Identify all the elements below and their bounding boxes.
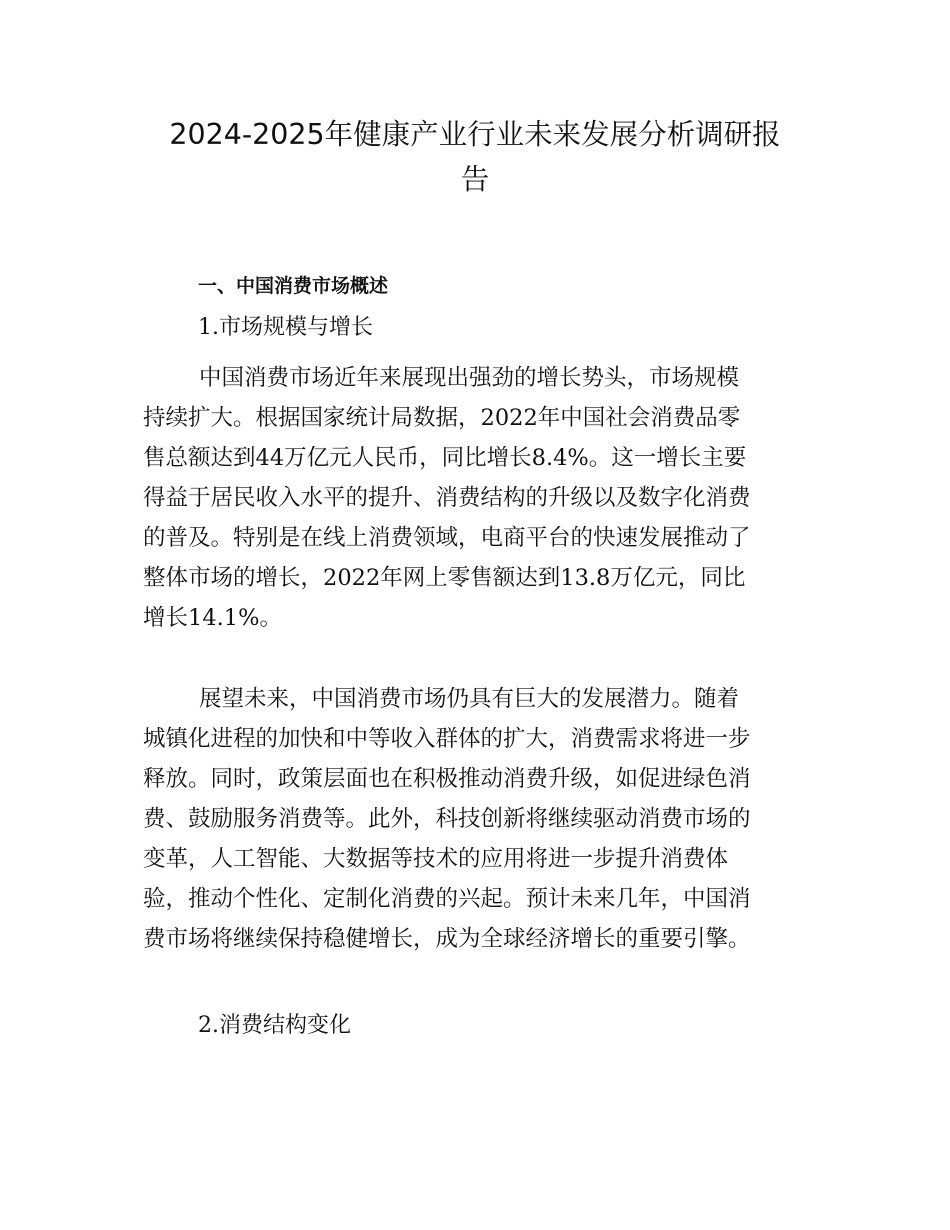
- paragraph-future-outlook: [143, 679, 817, 959]
- subsection-heading-consumption-structure: 2.消费结构变化: [198, 1013, 351, 1038]
- paragraph-line: 城镇化进程的加快和中等收入群体的扩大，消费需求将进一步: [143, 726, 751, 752]
- paragraph-line: 中国消费市场近年来展现出强劲的增长势头，市场规模: [199, 365, 740, 391]
- paragraph-line: 的普及。特别是在线上消费领域，电商平台的快速发展推动了: [143, 525, 751, 551]
- paragraph-line: 持续扩大。根据国家统计局数据，2022年中国社会消费品零: [143, 405, 741, 431]
- paragraph-line: 整体市场的增长，2022年网上零售额达到13.8万亿元，同比: [143, 565, 746, 591]
- paragraph-line: 增长14.1%。: [143, 605, 282, 631]
- section-heading-consumer-market-overview: 一、中国消费市场概述: [198, 275, 389, 297]
- paragraph-line: 得益于居民收入水平的提升、消费结构的升级以及数字化消费: [143, 485, 751, 511]
- document-title-line-2: 告: [460, 163, 490, 196]
- paragraph-line: 验，推动个性化、定制化消费的兴起。预计未来几年，中国消: [143, 886, 751, 912]
- paragraph-line: 费市场将继续保持稳健增长，成为全球经济增长的重要引擎。: [143, 926, 751, 952]
- document-title: [140, 112, 810, 202]
- subsection-heading-market-size: 1.市场规模与增长: [198, 315, 373, 340]
- paragraph-line: 释放。同时，政策层面也在积极推动消费升级，如促进绿色消: [143, 766, 751, 792]
- paragraph-market-size: [143, 358, 817, 638]
- document-title-line-1: 2024-2025年健康产业行业未来发展分析调研报: [169, 118, 781, 151]
- paragraph-line: 展望未来，中国消费市场仍具有巨大的发展潜力。随着: [199, 686, 740, 712]
- paragraph-line: 费、鼓励服务消费等。此外，科技创新将继续驱动消费市场的: [143, 806, 751, 832]
- paragraph-line: 售总额达到44万亿元人民币，同比增长8.4%。这一增长主要: [143, 445, 747, 471]
- paragraph-line: 变革，人工智能、大数据等技术的应用将进一步提升消费体: [143, 846, 729, 872]
